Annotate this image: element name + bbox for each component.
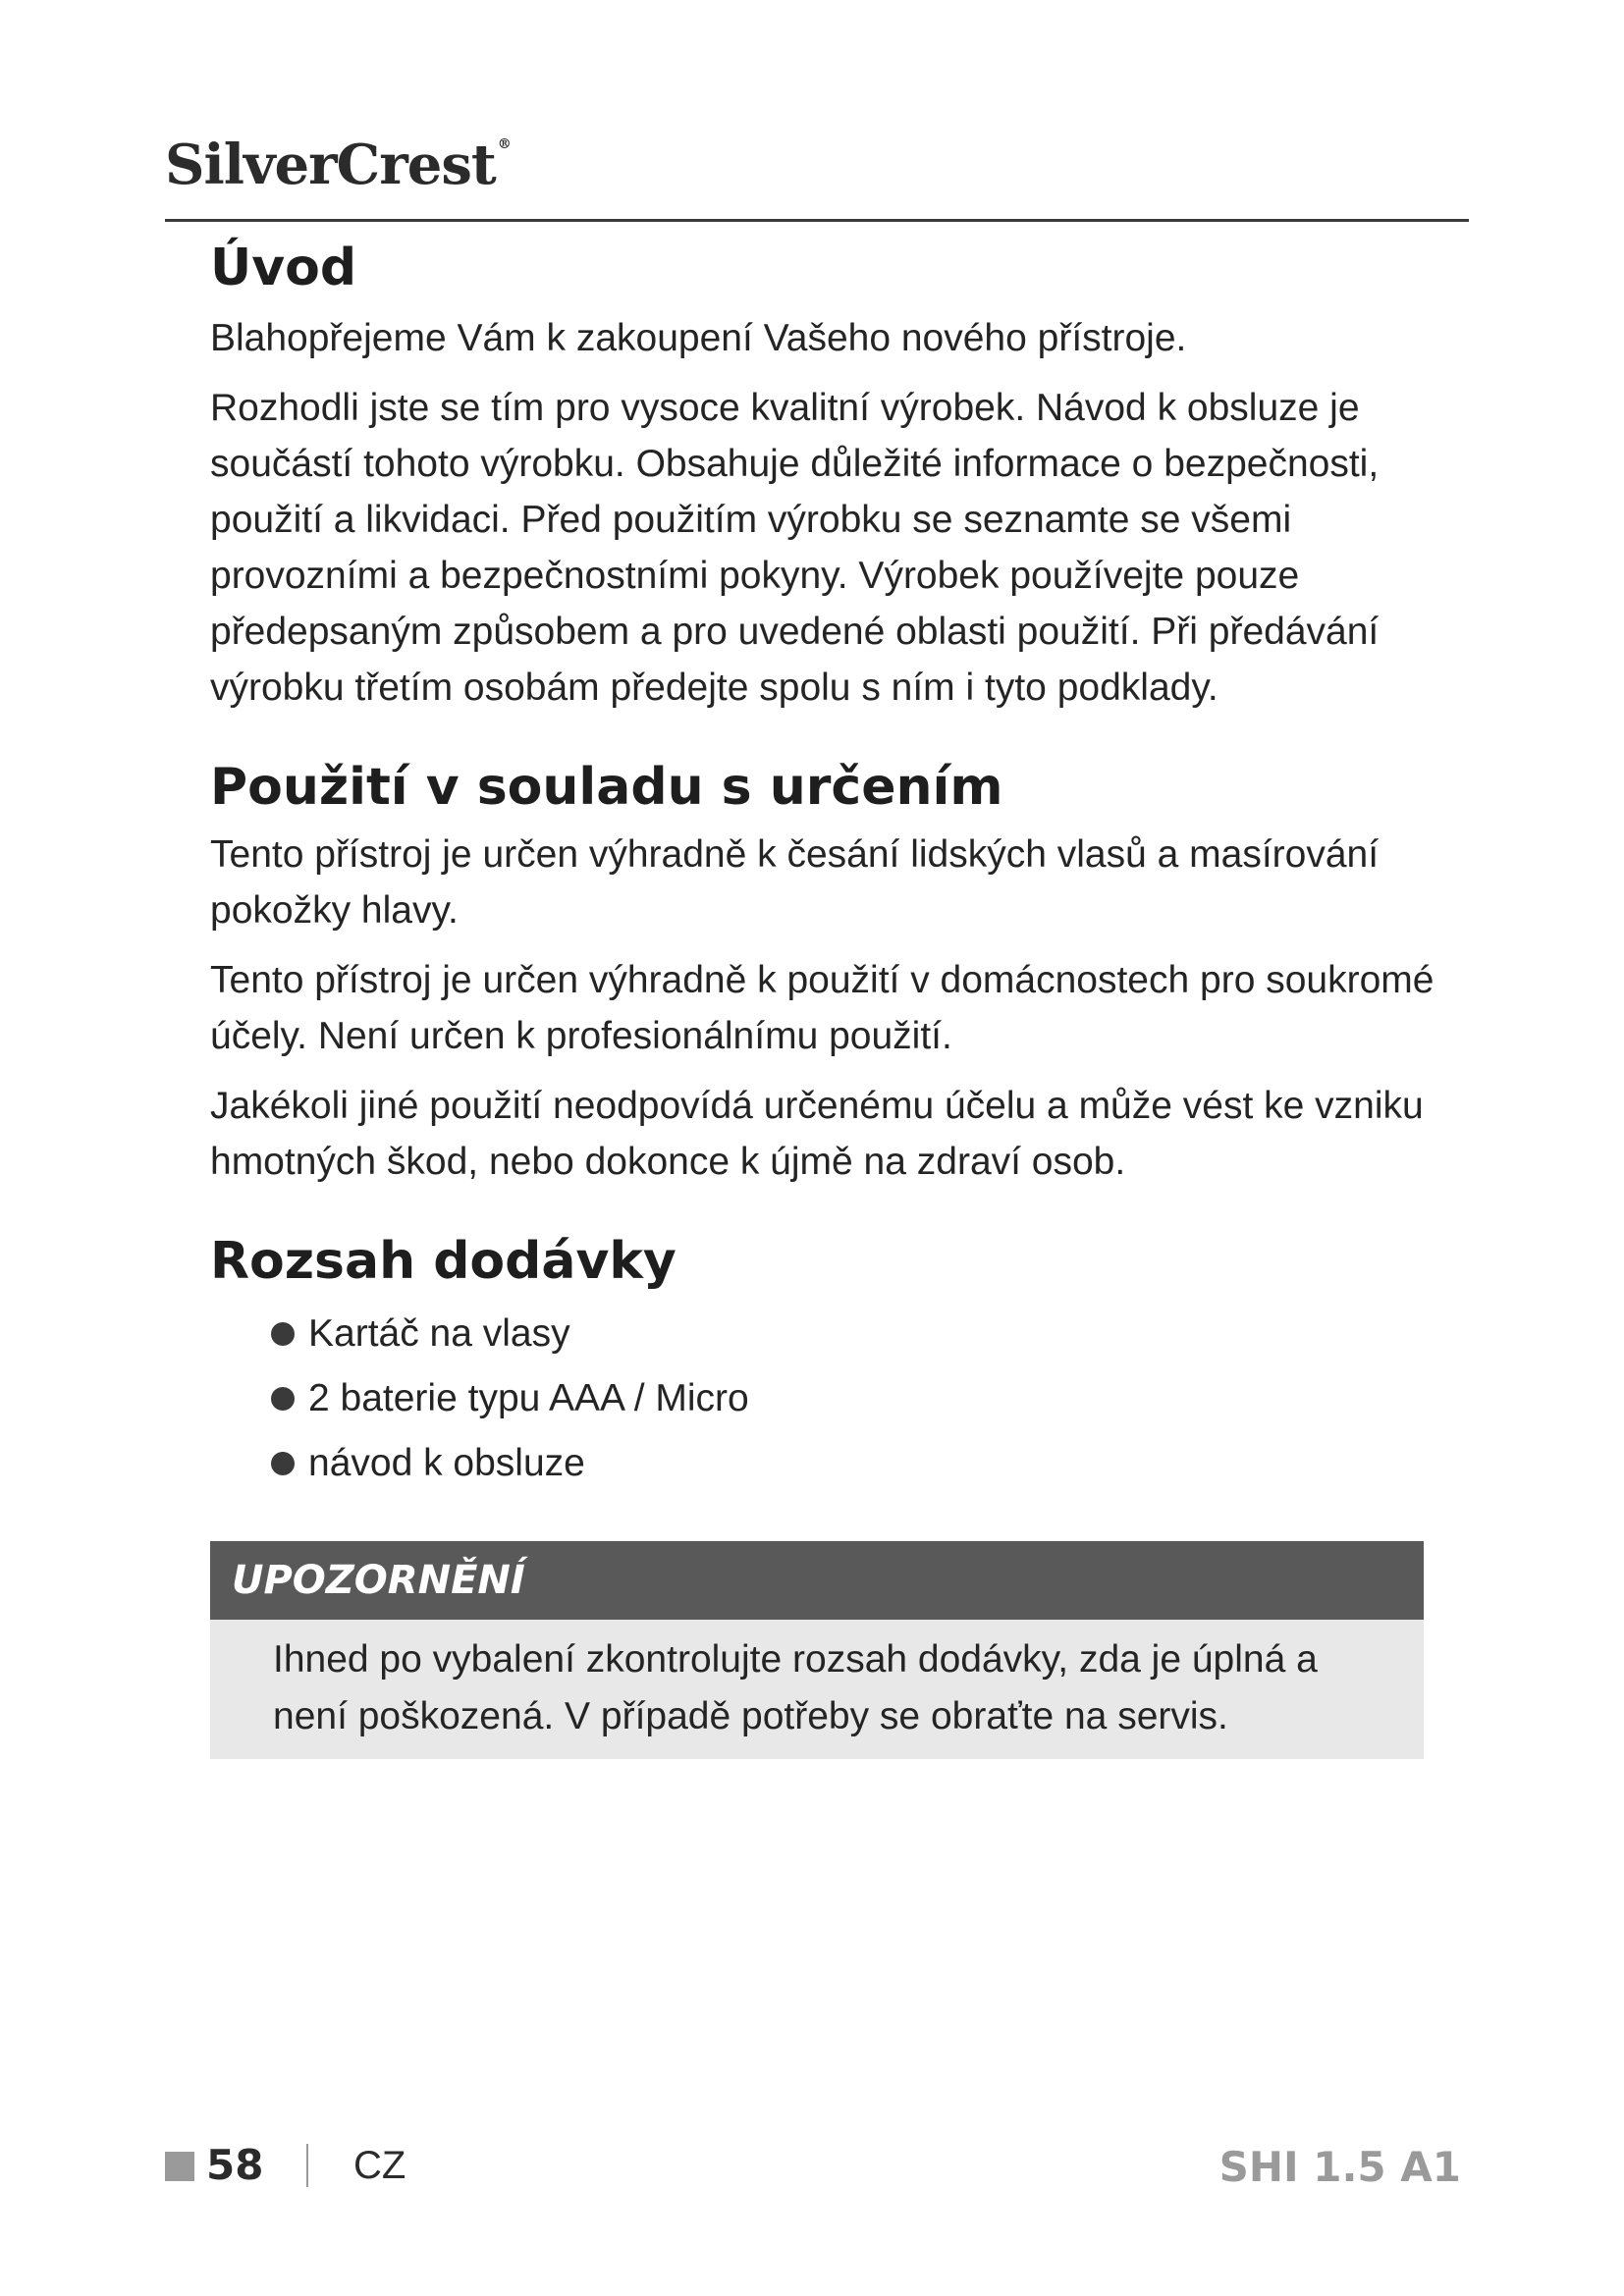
section-title-intended-use: Použití v souladu s určením <box>210 757 1003 817</box>
section-intended-use <box>210 755 1447 1191</box>
bullet-icon <box>271 1452 295 1475</box>
list-item-text: 2 baterie typu AAA / Micro <box>308 1376 749 1419</box>
section-title-scope: Rozsah dodávky <box>210 1232 677 1292</box>
list-item-text: návod k obsluze <box>308 1441 585 1484</box>
brand-name: SilverCrest <box>165 133 496 197</box>
list-item <box>271 1431 1447 1496</box>
language-code: CZ <box>353 2144 406 2187</box>
brand-logo <box>165 133 511 197</box>
bullet-icon <box>271 1387 295 1411</box>
page-footer <box>165 2138 1469 2197</box>
header-divider <box>165 219 1469 222</box>
intro-paragraph-2: Rozhodli jste se tím pro vysoce kvalitní výrobek. Návod k obsluze je součástí tohoto výrobku. Obsahuje důležité informace o bezpečnosti, použití a likvidaci. Před použitím výrobku se seznamte se všemi provozními a bezpečnostními pokyny. Výrobek používejte pouze předepsaným způsobem a pro uvedené oblasti použití. Při předávání výrobku třetím osobám předejte spolu s ním i tyto podklady. <box>210 386 1380 709</box>
notice-title: UPOZORNĚNÍ <box>210 1541 1424 1620</box>
registered-mark: ® <box>497 136 511 152</box>
main-content <box>210 236 1447 1496</box>
square-icon <box>165 2152 194 2181</box>
scope-list <box>210 1302 1447 1496</box>
section-title-intro: Úvod <box>210 239 357 297</box>
notice-body <box>210 1620 1424 1759</box>
list-item <box>271 1302 1447 1366</box>
list-item-text: Kartáč na vlasy <box>308 1311 570 1355</box>
bullet-icon <box>271 1322 295 1346</box>
footer-divider <box>306 2144 308 2187</box>
intended-use-paragraph-1: Tento přístroj je určen výhradně k česání lidských vlasů a masírování pokožky hlavy. <box>210 833 1380 933</box>
intended-use-paragraph-3: Jakékoli jiné použití neodpovídá určenému účelu a může vést ke vzniku hmotných škod, nebo dokonce k újmě na zdraví osob. <box>210 1085 1424 1184</box>
section-scope <box>210 1229 1447 1496</box>
intro-paragraph-1: Blahopřejeme Vám k zakoupení Vašeho nového přístroje. <box>210 316 1187 359</box>
list-item <box>271 1366 1447 1431</box>
model-number: SHI 1.5 A1 <box>1218 2143 1461 2191</box>
notice-box <box>210 1541 1424 1759</box>
page-number: 58 <box>206 2141 264 2189</box>
intended-use-paragraph-2: Tento přístroj je určen výhradně k použití v domácnostech pro soukromé účely. Není určen k profesionálnímu použití. <box>210 959 1435 1058</box>
notice-text: Ihned po vybalení zkontrolujte rozsah dodávky, zda je úplná a není poškozená. V případě potřeby se obraťte na servis. <box>273 1638 1318 1737</box>
